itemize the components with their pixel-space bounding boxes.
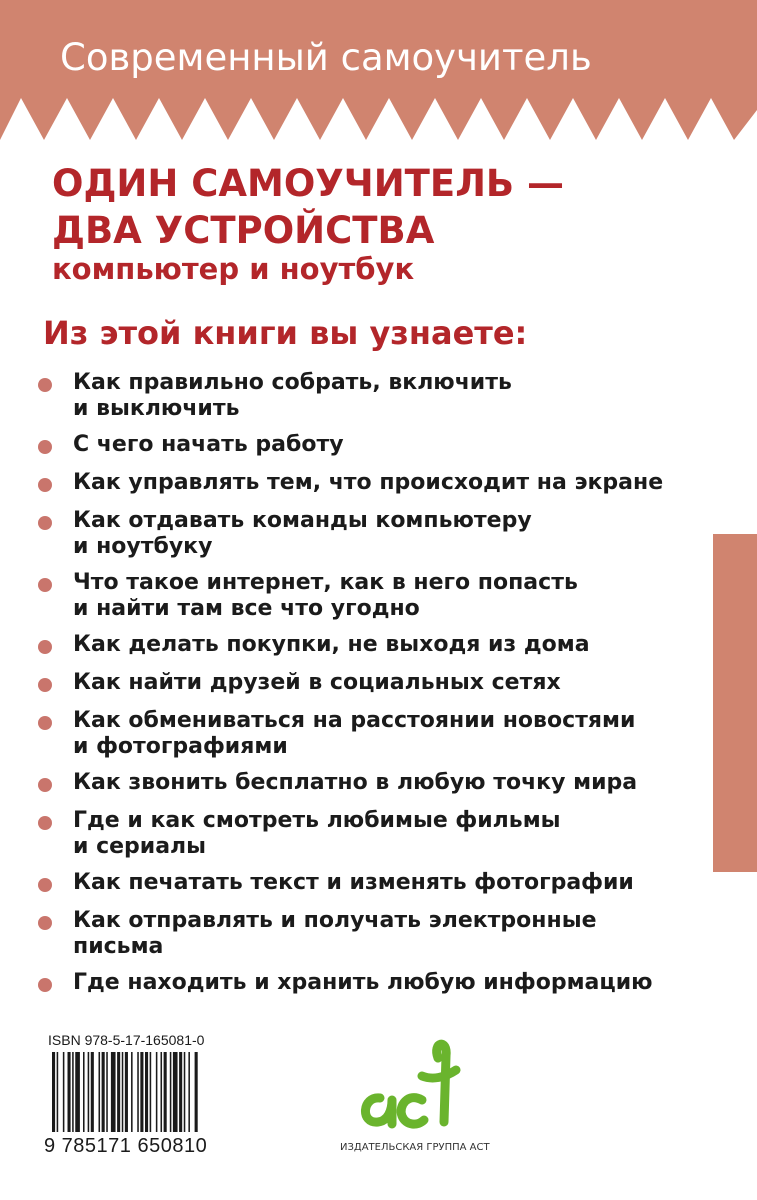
bullet-dot-icon (38, 440, 52, 454)
bullet-dot-icon (38, 478, 52, 492)
bullet-dot-icon (38, 778, 52, 792)
isbn-text: ISBN 978-5-17-165081-0 (48, 1032, 205, 1048)
bullet-dot-icon (38, 716, 52, 730)
barcode-bar (52, 1052, 55, 1132)
barcode-bar (75, 1052, 80, 1132)
book-subtitle: компьютер и ноутбук (52, 252, 415, 286)
barcode-digits: 9 785171 650810 (44, 1135, 264, 1158)
series-banner (0, 0, 757, 140)
learn-heading: Из этой книги вы узнаете: (43, 314, 528, 352)
barcode-bar (156, 1052, 158, 1132)
barcode-bar (188, 1052, 190, 1132)
list-item-text: Как отдавать команды компьютеру и ноутбуку (73, 508, 532, 559)
list-item-text: Как управлять тем, что происходит на экране (73, 470, 664, 495)
bullet-dot-icon (38, 378, 52, 392)
barcode-bar (111, 1052, 116, 1132)
list-item-text: Как печатать текст и изменять фотографии (73, 870, 634, 895)
bullet-dot-icon (38, 640, 52, 654)
list-item-text: Как отправлять и получать электронные письма (73, 908, 597, 959)
list-item-text: Как правильно собрать, включить и выключить (73, 370, 512, 421)
barcode-bar (91, 1052, 94, 1132)
barcode-bar (122, 1052, 124, 1132)
book-title-line-2: ДВА УСТРОЙСТВА (52, 209, 435, 252)
series-title: Современный самоучитель (60, 36, 592, 79)
barcode-bar (102, 1052, 105, 1132)
barcode-bar (125, 1052, 128, 1132)
barcode-bar (106, 1052, 108, 1132)
ast-logo-icon (352, 1036, 462, 1132)
list-item-text: Как обмениваться на расстоянии новостями и фотографиями (73, 708, 636, 759)
book-title-line-1: ОДИН САМОУЧИТЕЛЬ — (52, 162, 565, 205)
barcode-bar (140, 1052, 143, 1132)
bullet-dot-icon (38, 978, 52, 992)
bullet-dot-icon (38, 916, 52, 930)
barcode-bar (145, 1052, 148, 1132)
barcode-bar (72, 1052, 74, 1132)
barcode-bar (161, 1052, 163, 1132)
list-item-text: Где находить и хранить любую информацию (73, 970, 653, 995)
list-item-text: Как звонить бесплатно в любую точку мира (73, 770, 638, 795)
list-item-text: Что такое интернет, как в него попасть и найти там все что угодно (73, 570, 578, 621)
barcode-bar (131, 1052, 133, 1132)
bullet-dot-icon (38, 878, 52, 892)
barcode-bar (117, 1052, 120, 1132)
list-item-text: Как делать покупки, не выходя из дома (73, 632, 590, 657)
barcode-bar (184, 1052, 186, 1132)
barcode-bar (170, 1052, 172, 1132)
bullet-dot-icon (38, 578, 52, 592)
barcode-bar (57, 1052, 59, 1132)
barcode-bar (83, 1052, 85, 1132)
barcode-bar (99, 1052, 101, 1132)
side-color-tab (713, 534, 757, 872)
barcode-bar (179, 1052, 182, 1132)
barcode-bar (137, 1052, 139, 1132)
barcode-bar (150, 1052, 152, 1132)
barcode-bar (164, 1052, 167, 1132)
barcode-bar (173, 1052, 178, 1132)
barcode-bar (88, 1052, 90, 1132)
list-item-text: С чего начать работу (73, 432, 344, 457)
bullet-dot-icon (38, 516, 52, 530)
bullet-dot-icon (38, 816, 52, 830)
publisher-name: ИЗДАТЕЛЬСКАЯ ГРУППА АСТ (340, 1142, 490, 1153)
barcode-bar (68, 1052, 71, 1132)
barcode-icon (48, 1052, 260, 1144)
list-item-text: Где и как смотреть любимые фильмы и сериалы (73, 808, 561, 859)
list-item-text: Как найти друзей в социальных сетях (73, 670, 561, 695)
barcode-bar (195, 1052, 198, 1132)
book-title (52, 160, 564, 254)
bullet-dot-icon (38, 678, 52, 692)
barcode-bar (63, 1052, 65, 1132)
